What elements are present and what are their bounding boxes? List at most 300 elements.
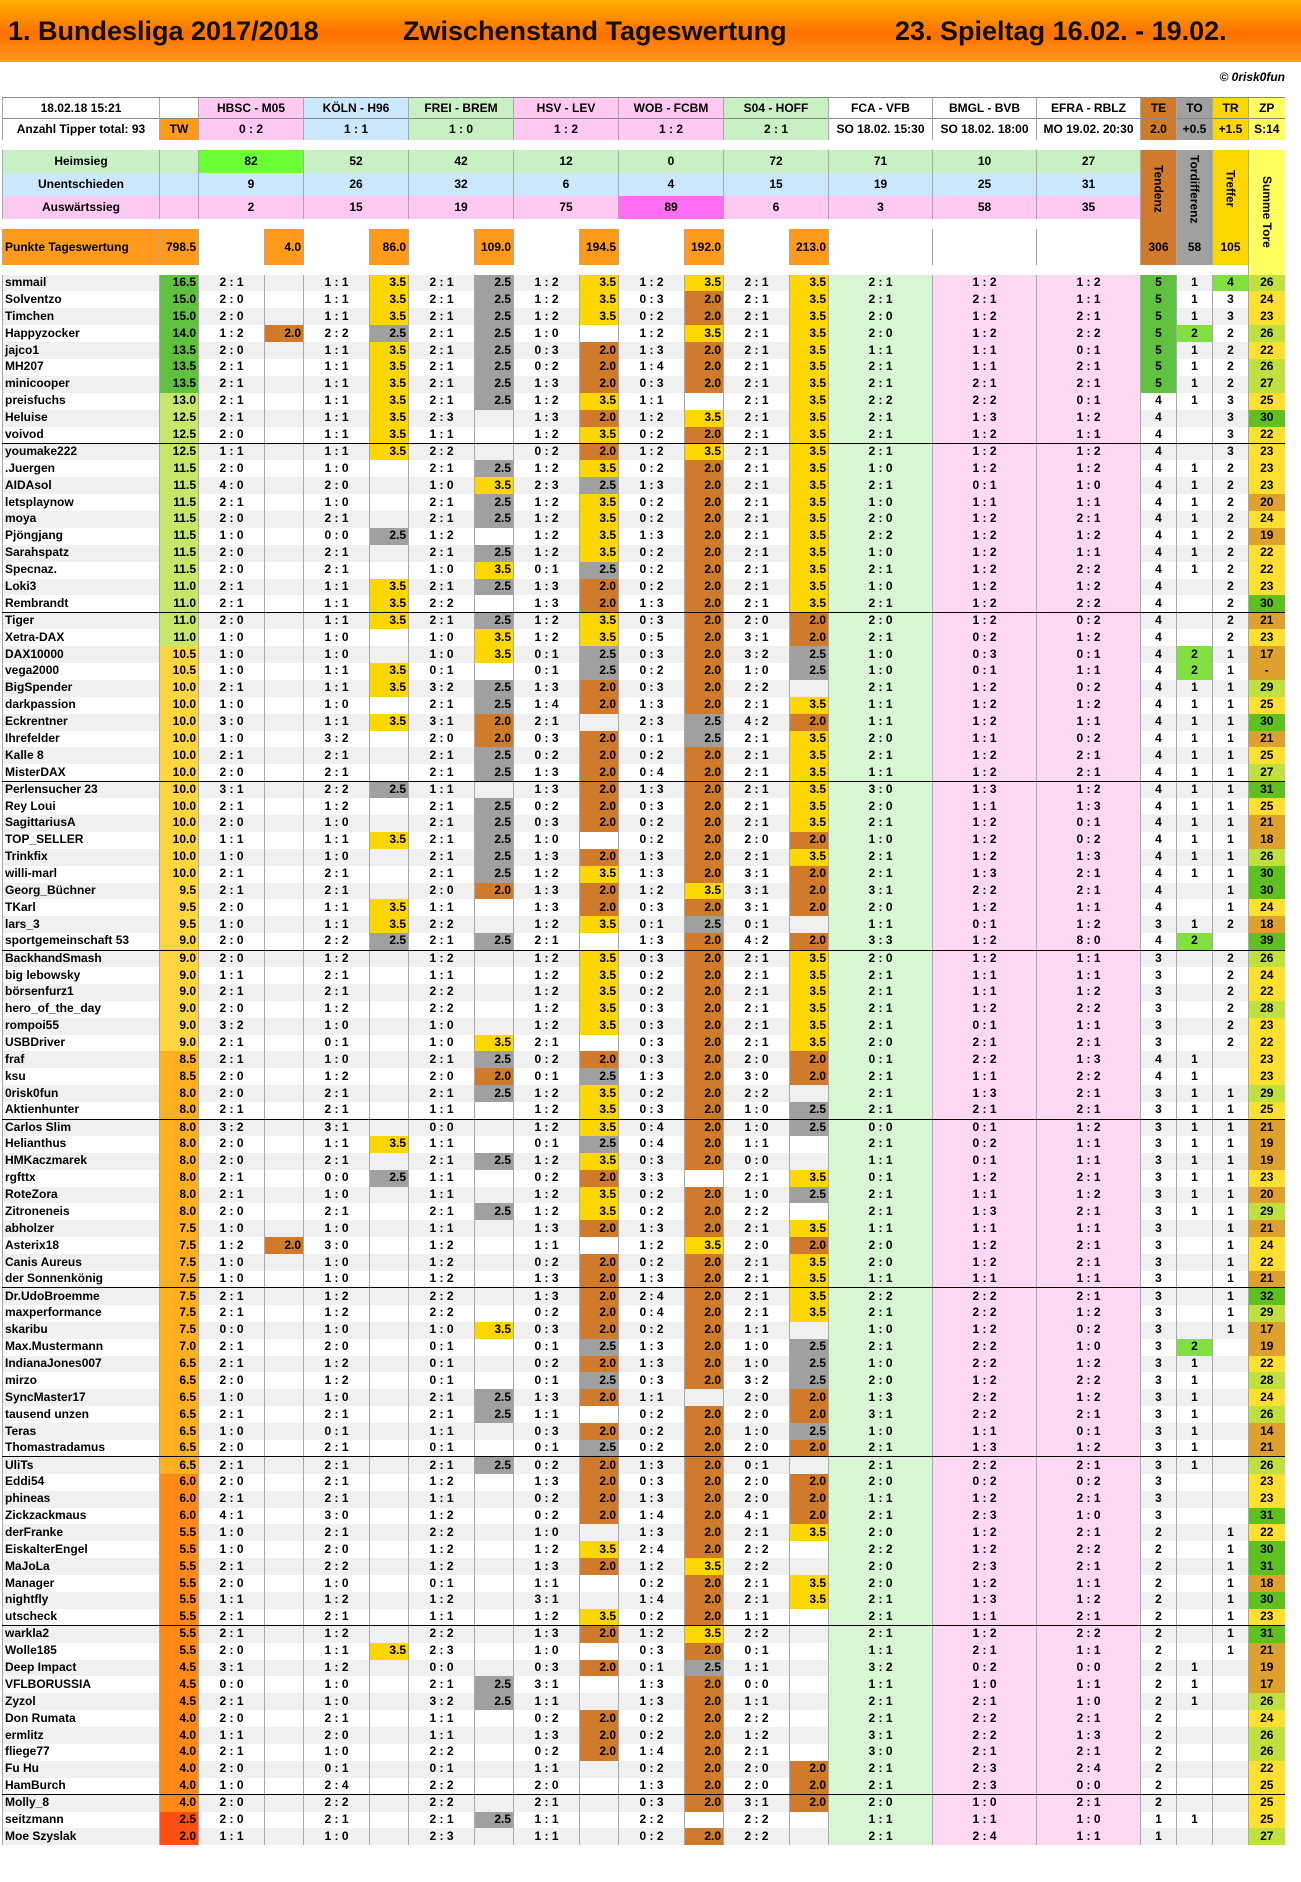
tip-points: 2.0 bbox=[685, 1187, 724, 1204]
tip-points bbox=[580, 1237, 619, 1254]
zp-value: 30 bbox=[1249, 866, 1285, 883]
tip: 1 : 1 bbox=[304, 899, 370, 916]
open-tip: 1 : 0 bbox=[829, 1356, 933, 1373]
open-tip: 1 : 2 bbox=[1037, 1592, 1141, 1609]
open-tip: 0 : 2 bbox=[1037, 612, 1141, 629]
tr-value: 1 bbox=[1213, 1203, 1249, 1220]
tipper-name: börsenfurz1 bbox=[3, 984, 160, 1001]
zp-value: 28 bbox=[1249, 1372, 1285, 1389]
tipper-score: 11.5 bbox=[160, 545, 199, 562]
open-tip: 0 : 1 bbox=[1037, 342, 1141, 359]
tip-points bbox=[475, 443, 514, 460]
tip-points: 2.0 bbox=[685, 1305, 724, 1322]
tip-points: 2.0 bbox=[580, 781, 619, 798]
zp-value: 18 bbox=[1249, 832, 1285, 849]
tip: 0 : 2 bbox=[514, 1170, 580, 1187]
away-count: 6 bbox=[724, 196, 829, 219]
tip: 1 : 1 bbox=[409, 1170, 475, 1187]
tip: 0 : 3 bbox=[619, 1051, 685, 1068]
tip-points bbox=[475, 1778, 514, 1795]
tipper-name: MaJoLa bbox=[3, 1558, 160, 1575]
tip-points: 2.0 bbox=[580, 899, 619, 916]
tip-points: 3.5 bbox=[580, 1102, 619, 1119]
to-value bbox=[1177, 1558, 1213, 1575]
tip: 3 : 1 bbox=[724, 866, 790, 883]
tipper-name: Sarahspatz bbox=[3, 545, 160, 562]
tip: 2 : 2 bbox=[304, 1795, 370, 1812]
tip: 1 : 0 bbox=[199, 1254, 265, 1271]
zp-value: 29 bbox=[1249, 680, 1285, 697]
tipper-row bbox=[3, 781, 1285, 798]
tip: 0 : 1 bbox=[304, 1035, 370, 1052]
open-tip: 2 : 2 bbox=[933, 1339, 1037, 1356]
tip: 2 : 1 bbox=[304, 1491, 370, 1508]
tip-points: 2.0 bbox=[685, 376, 724, 393]
tip: 2 : 1 bbox=[199, 359, 265, 376]
tip-points bbox=[580, 325, 619, 342]
open-tip: 1 : 2 bbox=[933, 308, 1037, 325]
tip: 1 : 3 bbox=[514, 680, 580, 697]
tipper-name: HamBurch bbox=[3, 1778, 160, 1795]
tipper-name: Heluise bbox=[3, 410, 160, 427]
tip: 2 : 0 bbox=[199, 815, 265, 832]
tip-points bbox=[265, 1035, 304, 1052]
tr-value: 1 bbox=[1213, 815, 1249, 832]
tip: 1 : 0 bbox=[304, 1187, 370, 1204]
tip: 1 : 0 bbox=[304, 1271, 370, 1288]
tip-points: 2.0 bbox=[685, 595, 724, 612]
open-tip: 2 : 0 bbox=[829, 325, 933, 342]
spacer bbox=[514, 219, 580, 229]
tipper-name: derFranke bbox=[3, 1524, 160, 1541]
tipper-row bbox=[3, 916, 1285, 933]
tip: 0 : 3 bbox=[619, 1474, 685, 1491]
tip-points bbox=[265, 933, 304, 950]
te-value: 4 bbox=[1141, 747, 1177, 764]
tip-points: 2.0 bbox=[790, 1761, 829, 1778]
tip: 1 : 0 bbox=[304, 646, 370, 663]
zp-value: 21 bbox=[1249, 612, 1285, 629]
tipper-score: 8.0 bbox=[160, 1085, 199, 1102]
open-tip: 1 : 1 bbox=[933, 1812, 1037, 1829]
tip-points bbox=[790, 1322, 829, 1339]
te-value: 4 bbox=[1141, 764, 1177, 781]
tip: 2 : 1 bbox=[199, 393, 265, 410]
tip: 2 : 1 bbox=[409, 1153, 475, 1170]
tip: 1 : 0 bbox=[199, 1389, 265, 1406]
away-count: 15 bbox=[304, 196, 409, 219]
to-value: 1 bbox=[1177, 494, 1213, 511]
to-value bbox=[1177, 967, 1213, 984]
tip: 1 : 2 bbox=[409, 528, 475, 545]
open-tip: 1 : 2 bbox=[933, 1170, 1037, 1187]
tip: 1 : 1 bbox=[304, 663, 370, 680]
tip-points bbox=[265, 1508, 304, 1525]
tip-points bbox=[580, 714, 619, 731]
tip-points bbox=[685, 1389, 724, 1406]
te-value: 3 bbox=[1141, 1203, 1177, 1220]
tip: 1 : 1 bbox=[724, 1660, 790, 1677]
tip: 2 : 1 bbox=[199, 1356, 265, 1373]
zp-value: 31 bbox=[1249, 1626, 1285, 1643]
tip: 2 : 1 bbox=[514, 933, 580, 950]
tip-points: 2.0 bbox=[685, 697, 724, 714]
spacer bbox=[580, 140, 619, 150]
tip-points: 2.0 bbox=[580, 1474, 619, 1491]
to-value: 1 bbox=[1177, 1660, 1213, 1677]
tipper-row bbox=[3, 460, 1285, 477]
tipper-row bbox=[3, 646, 1285, 663]
tip-points bbox=[370, 1778, 409, 1795]
tip: 2 : 3 bbox=[409, 1643, 475, 1660]
tip-points: 2.0 bbox=[685, 1136, 724, 1153]
tip: 2 : 2 bbox=[304, 325, 370, 342]
tip: 0 : 1 bbox=[619, 916, 685, 933]
tipper-row bbox=[3, 1119, 1285, 1136]
to-value: 1 bbox=[1177, 1203, 1213, 1220]
tipper-name: Max.Mustermann bbox=[3, 1339, 160, 1356]
te-value: 3 bbox=[1141, 1305, 1177, 1322]
open-tip: 1 : 2 bbox=[933, 275, 1037, 292]
tip-points bbox=[790, 1457, 829, 1474]
tipper-row bbox=[3, 883, 1285, 900]
te-value: 2 bbox=[1141, 1795, 1177, 1812]
tipper-score: 12.5 bbox=[160, 427, 199, 444]
match-points: 213.0 bbox=[790, 229, 829, 265]
open-tip: 3 : 1 bbox=[829, 883, 933, 900]
open-tip: 2 : 0 bbox=[829, 1558, 933, 1575]
tip-points: 2.5 bbox=[475, 342, 514, 359]
tip-points bbox=[790, 1558, 829, 1575]
tip-points: 2.0 bbox=[685, 1524, 724, 1541]
spacer bbox=[580, 265, 619, 275]
spacer bbox=[199, 140, 265, 150]
tip-points: 2.0 bbox=[580, 1051, 619, 1068]
tip: 0 : 2 bbox=[514, 747, 580, 764]
tip-points bbox=[475, 916, 514, 933]
tip-points: 2.5 bbox=[475, 815, 514, 832]
tip-points: 2.0 bbox=[685, 1068, 724, 1085]
open-tip: 2 : 1 bbox=[1037, 866, 1141, 883]
to-value: 1 bbox=[1177, 866, 1213, 883]
tip-points: 3.5 bbox=[790, 1220, 829, 1237]
tip: 3 : 2 bbox=[409, 1693, 475, 1710]
tip: 1 : 0 bbox=[724, 1102, 790, 1119]
tip-points: 2.0 bbox=[685, 1491, 724, 1508]
to-value bbox=[1177, 1491, 1213, 1508]
open-tip: 1 : 2 bbox=[933, 1001, 1037, 1018]
tip: 1 : 1 bbox=[514, 1828, 580, 1845]
tip-points: 2.5 bbox=[475, 612, 514, 629]
tip: 0 : 2 bbox=[619, 1710, 685, 1727]
open-tip: 1 : 3 bbox=[933, 1592, 1037, 1609]
open-tip: 2 : 1 bbox=[829, 1710, 933, 1727]
tr-value: 2 bbox=[1213, 967, 1249, 984]
open-tip: 1 : 1 bbox=[829, 1491, 933, 1508]
open-tip: 2 : 1 bbox=[933, 376, 1037, 393]
tip: 0 : 3 bbox=[619, 1018, 685, 1035]
tipper-score: 10.0 bbox=[160, 849, 199, 866]
open-tip: 2 : 2 bbox=[933, 393, 1037, 410]
tipper-score: 8.0 bbox=[160, 1153, 199, 1170]
tip-points bbox=[265, 1693, 304, 1710]
tip: 0 : 0 bbox=[409, 1119, 475, 1136]
open-tip: 1 : 1 bbox=[933, 984, 1037, 1001]
tip: 0 : 1 bbox=[724, 1457, 790, 1474]
open-tip: 2 : 1 bbox=[1037, 376, 1141, 393]
open-tip: 1 : 1 bbox=[829, 1271, 933, 1288]
tip-points: 3.5 bbox=[580, 308, 619, 325]
tip: 1 : 1 bbox=[304, 410, 370, 427]
to-value: 1 bbox=[1177, 1356, 1213, 1373]
open-tip: 2 : 1 bbox=[829, 1828, 933, 1845]
open-tip: 2 : 1 bbox=[933, 1035, 1037, 1052]
tipper-row bbox=[3, 697, 1285, 714]
tr-value: 1 bbox=[1213, 731, 1249, 748]
tr-value: 1 bbox=[1213, 1136, 1249, 1153]
tip: 1 : 0 bbox=[409, 1035, 475, 1052]
tip-points: 2.0 bbox=[580, 697, 619, 714]
tipper-row bbox=[3, 1051, 1285, 1068]
tip: 0 : 4 bbox=[619, 764, 685, 781]
tipper-name: lars_3 bbox=[3, 916, 160, 933]
te-value: 3 bbox=[1141, 950, 1177, 967]
spacer bbox=[790, 140, 829, 150]
tip-points bbox=[790, 1643, 829, 1660]
tipper-name: Fu Hu bbox=[3, 1761, 160, 1778]
tr-value: 1 bbox=[1213, 849, 1249, 866]
tip: 1 : 1 bbox=[409, 1102, 475, 1119]
open-tip: 2 : 1 bbox=[829, 629, 933, 646]
tip-points: 2.0 bbox=[580, 1457, 619, 1474]
to-points: 58 bbox=[1177, 229, 1213, 265]
zp-value: 17 bbox=[1249, 1322, 1285, 1339]
tr-value bbox=[1213, 1372, 1249, 1389]
tip: 1 : 1 bbox=[409, 781, 475, 798]
tip-points bbox=[370, 731, 409, 748]
tr-value: 2 bbox=[1213, 359, 1249, 376]
tr-value: 2 bbox=[1213, 629, 1249, 646]
tipper-name: DAX10000 bbox=[3, 646, 160, 663]
tip-points: 3.5 bbox=[370, 714, 409, 731]
tipper-score: 7.5 bbox=[160, 1254, 199, 1271]
tip-points bbox=[370, 1102, 409, 1119]
to-value: 1 bbox=[1177, 849, 1213, 866]
tip: 2 : 0 bbox=[199, 764, 265, 781]
tipper-name: hero_of_the_day bbox=[3, 1001, 160, 1018]
tip: 1 : 2 bbox=[514, 308, 580, 325]
tip: 2 : 1 bbox=[409, 1406, 475, 1423]
tip-points: 2.0 bbox=[790, 933, 829, 950]
te-value: 5 bbox=[1141, 359, 1177, 376]
tr-value: 1 bbox=[1213, 1102, 1249, 1119]
tipper-name: Carlos Slim bbox=[3, 1119, 160, 1136]
tip: 1 : 3 bbox=[514, 781, 580, 798]
open-tip: 2 : 1 bbox=[1037, 1744, 1141, 1761]
tip-points bbox=[370, 460, 409, 477]
tr-value: 1 bbox=[1213, 1626, 1249, 1643]
tipper-name: phineas bbox=[3, 1491, 160, 1508]
zp-value: 25 bbox=[1249, 1778, 1285, 1795]
tip: 2 : 1 bbox=[409, 291, 475, 308]
tipper-score: 10.0 bbox=[160, 815, 199, 832]
tip-points bbox=[370, 1288, 409, 1305]
te-value: 2 bbox=[1141, 1609, 1177, 1626]
spacer bbox=[475, 265, 514, 275]
tip-points: 3.5 bbox=[370, 376, 409, 393]
tipper-score: 12.5 bbox=[160, 443, 199, 460]
open-tip: 1 : 2 bbox=[933, 612, 1037, 629]
te-value: 4 bbox=[1141, 410, 1177, 427]
open-tip: 1 : 1 bbox=[1037, 1575, 1141, 1592]
tip: 2 : 1 bbox=[304, 1609, 370, 1626]
tip: 1 : 0 bbox=[724, 1119, 790, 1136]
open-tip: 1 : 1 bbox=[1037, 427, 1141, 444]
open-tip: 2 : 1 bbox=[829, 427, 933, 444]
open-tip: 1 : 2 bbox=[1037, 1119, 1141, 1136]
to-value: 1 bbox=[1177, 1812, 1213, 1829]
tipper-row bbox=[3, 1524, 1285, 1541]
open-tip: 2 : 0 bbox=[829, 950, 933, 967]
tipper-row bbox=[3, 680, 1285, 697]
zp-value: 30 bbox=[1249, 595, 1285, 612]
tip: 0 : 1 bbox=[514, 1068, 580, 1085]
tip-points bbox=[265, 1119, 304, 1136]
zp-value: 24 bbox=[1249, 1237, 1285, 1254]
tip: 2 : 1 bbox=[409, 1676, 475, 1693]
te-value: 4 bbox=[1141, 545, 1177, 562]
tip: 2 : 1 bbox=[409, 1051, 475, 1068]
tipper-score: 11.5 bbox=[160, 494, 199, 511]
zp-header: ZP bbox=[1249, 98, 1285, 119]
open-tip: 2 : 2 bbox=[829, 1288, 933, 1305]
tr-value: 3 bbox=[1213, 308, 1249, 325]
te-value: 4 bbox=[1141, 849, 1177, 866]
tipper-score: 8.5 bbox=[160, 1051, 199, 1068]
tip: 2 : 1 bbox=[409, 815, 475, 832]
tipper-name: Loki3 bbox=[3, 579, 160, 596]
tip-points: 2.5 bbox=[580, 562, 619, 579]
zp-value: 25 bbox=[1249, 1812, 1285, 1829]
to-value: 1 bbox=[1177, 308, 1213, 325]
tip-points: 2.0 bbox=[580, 410, 619, 427]
tip-points: 2.0 bbox=[685, 1744, 724, 1761]
zp-value: 26 bbox=[1249, 1693, 1285, 1710]
tipper-row bbox=[3, 1457, 1285, 1474]
match-result: SO 18.02. 15:30 bbox=[829, 119, 933, 140]
tipper-score: 11.5 bbox=[160, 528, 199, 545]
to-value: 1 bbox=[1177, 714, 1213, 731]
tip-points bbox=[370, 646, 409, 663]
tipper-name: Happyzocker bbox=[3, 325, 160, 342]
tipper-score: 5.5 bbox=[160, 1626, 199, 1643]
tip-points bbox=[265, 1406, 304, 1423]
tip: 2 : 1 bbox=[514, 1795, 580, 1812]
tip-points: 2.0 bbox=[580, 376, 619, 393]
tip-points bbox=[265, 545, 304, 562]
open-tip: 3 : 0 bbox=[829, 1744, 933, 1761]
tip-points: 3.5 bbox=[580, 1119, 619, 1136]
open-tip: 2 : 2 bbox=[1037, 1626, 1141, 1643]
to-value: 2 bbox=[1177, 646, 1213, 663]
away-count: 89 bbox=[619, 196, 724, 219]
open-tip: 2 : 1 bbox=[829, 1001, 933, 1018]
tip: 0 : 2 bbox=[619, 747, 685, 764]
tip: 3 : 2 bbox=[409, 680, 475, 697]
open-tip: 1 : 1 bbox=[1037, 967, 1141, 984]
to-value bbox=[1177, 579, 1213, 596]
tip: 1 : 2 bbox=[619, 410, 685, 427]
tip: 2 : 3 bbox=[409, 1828, 475, 1845]
open-tip: 1 : 3 bbox=[933, 1440, 1037, 1457]
open-tip: 2 : 0 bbox=[829, 1795, 933, 1812]
spacer bbox=[1037, 265, 1141, 275]
tipper-score: 11.5 bbox=[160, 511, 199, 528]
tip: 1 : 0 bbox=[304, 1389, 370, 1406]
tipper-name: Zyzol bbox=[3, 1693, 160, 1710]
to-value bbox=[1177, 1643, 1213, 1660]
tip-points: 2.5 bbox=[685, 714, 724, 731]
zp-value: 22 bbox=[1249, 1254, 1285, 1271]
tipper-row bbox=[3, 1389, 1285, 1406]
to-value: 1 bbox=[1177, 1423, 1213, 1440]
away-label: Auswärtssieg bbox=[3, 196, 160, 219]
te-value: 3 bbox=[1141, 1322, 1177, 1339]
tip: 2 : 0 bbox=[724, 1491, 790, 1508]
tipper-name: ermlitz bbox=[3, 1727, 160, 1744]
tipper-row bbox=[3, 1558, 1285, 1575]
open-tip: 1 : 2 bbox=[1037, 443, 1141, 460]
te-value: 4 bbox=[1141, 899, 1177, 916]
tipper-row bbox=[3, 494, 1285, 511]
tip: 1 : 0 bbox=[724, 1187, 790, 1204]
draw-count: 31 bbox=[1037, 173, 1141, 196]
zp-value: 19 bbox=[1249, 528, 1285, 545]
tip-points: 2.0 bbox=[685, 1018, 724, 1035]
tip: 2 : 0 bbox=[199, 933, 265, 950]
tip-points: 3.5 bbox=[685, 275, 724, 292]
tip: 0 : 3 bbox=[619, 376, 685, 393]
tip: 2 : 0 bbox=[199, 562, 265, 579]
tip-points: 3.5 bbox=[790, 747, 829, 764]
tip: 2 : 0 bbox=[514, 1778, 580, 1795]
open-tip: 1 : 2 bbox=[933, 950, 1037, 967]
tip: 0 : 2 bbox=[619, 511, 685, 528]
tr-value: 1 bbox=[1213, 1187, 1249, 1204]
tipper-score: 10.5 bbox=[160, 663, 199, 680]
tip-points: 2.5 bbox=[580, 477, 619, 494]
tipper-row bbox=[3, 1339, 1285, 1356]
tip: 0 : 2 bbox=[619, 494, 685, 511]
tip: 1 : 1 bbox=[409, 1220, 475, 1237]
match-points: 109.0 bbox=[475, 229, 514, 265]
tip-points bbox=[580, 1524, 619, 1541]
tip: 4 : 1 bbox=[199, 1508, 265, 1525]
tipper-score: 10.0 bbox=[160, 781, 199, 798]
tipper-row bbox=[3, 1643, 1285, 1660]
tip-points: 2.5 bbox=[475, 764, 514, 781]
spacer bbox=[370, 265, 409, 275]
tip-points: 2.0 bbox=[580, 1626, 619, 1643]
tipper-row bbox=[3, 1237, 1285, 1254]
tip: 1 : 3 bbox=[619, 1220, 685, 1237]
tipper-name: Xetra-DAX bbox=[3, 629, 160, 646]
tip-points: 2.5 bbox=[790, 1356, 829, 1373]
open-tip: 2 : 1 bbox=[933, 1744, 1037, 1761]
match-teams: S04 - HOFF bbox=[724, 98, 829, 119]
tip: 0 : 1 bbox=[619, 1660, 685, 1677]
to-value: 2 bbox=[1177, 933, 1213, 950]
